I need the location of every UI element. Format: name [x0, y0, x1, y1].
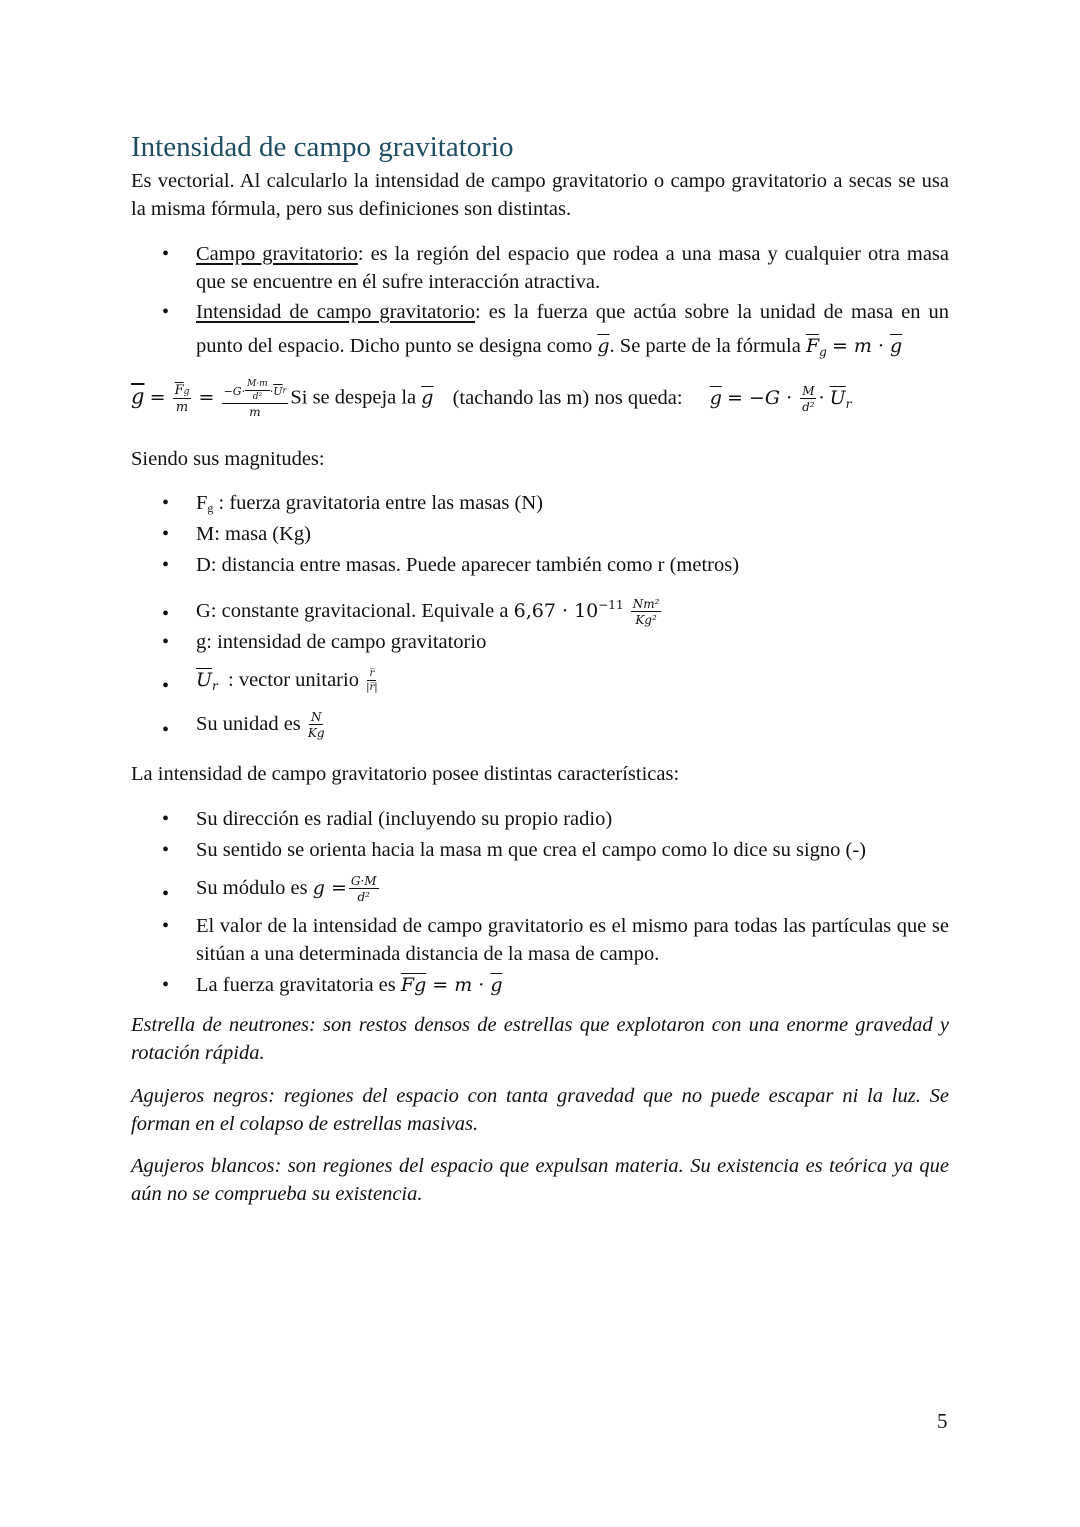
fraction-full: −G· $\frac{M\cdot m}{\text{d²}}$ · $\overline{U}$ r m: [223, 379, 287, 419]
bullet-icon: •: [162, 603, 170, 625]
bullet-icon: •: [162, 974, 170, 996]
bullet-icon: •: [162, 915, 170, 937]
characteristic-item: • Su dirección es radial (incluyendo su propio radio): [131, 805, 949, 836]
definition-text-2: . Se parte de la fórmula: [609, 335, 806, 357]
magnitude-item: • Su unidad es $\frac{N}{Kg}$: [131, 704, 949, 744]
page-number: 5: [937, 1409, 948, 1433]
bullet-icon: •: [162, 719, 170, 741]
characteristics-list: [131, 805, 949, 999]
magnitude-item: • D: distancia entre masas. Puede aparecer también como r (metros): [131, 551, 949, 582]
derivation-line: $\overline{g}$ = $\frac{\overline{F}g}{m}$ = −G· $\frac{M\cdot m}{\text{d²}}$ · $\overline{U}$ r m Si se despeja la $\overline{g}$ (tachando las m) nos queda: $\overline{g} = -G$ · $\frac{M}{\text{d²}}$ · $\overline{U}_r$: [131, 379, 852, 419]
magnitudes-intro: Siendo sus magnitudes:: [131, 448, 325, 470]
characteristic-item: • Su sentido se orienta hacia la masa m que crea el campo como lo dice su signo (-): [131, 836, 949, 867]
bullet-icon: •: [162, 523, 170, 545]
bullet-icon: •: [162, 839, 170, 861]
characteristic-item: • Su módulo es g = $\frac{G\cdot M}{\text{d²}}$: [131, 867, 949, 909]
bullet-icon: •: [162, 554, 170, 576]
derivation-text-2: (tachando las m) nos queda:: [452, 386, 683, 409]
magnitudes-list: [131, 489, 949, 744]
result-formula: $\overline{g} = -G$ · $\frac{M}{\text{d²}}$ · $\overline{U}_r$: [709, 384, 852, 414]
magnitude-item: • G: constante gravitacional. Equivale a $6,67 \cdot 10^{-11}$ $\frac{\text{Nm²}}{\text{Kg²}}$: [131, 582, 949, 628]
force-formula: $\overline{F}_g = m \cdot \overline{g}$: [805, 335, 903, 359]
bullet-icon: •: [162, 675, 170, 697]
definition-term: Campo gravitatorio: [196, 243, 358, 265]
definition-text: : es la región del espacio que rodea a una masa y cualquier otra masa que se encuentre en él sufre interacción atractiva.: [196, 243, 949, 293]
magnitude-item: • Fg : fuerza gravitatoria entre las masas (N): [131, 489, 949, 520]
note-neutron-stars: Estrella de neutrones: son restos densos de estrellas que explotaron con una enorme gravedad y rotación rápida.: [131, 1014, 949, 1064]
bullet-icon: •: [162, 883, 170, 905]
vector-g: $\overline{g}$: [597, 335, 610, 357]
bullet-icon: •: [162, 243, 170, 265]
bullet-icon: •: [162, 631, 170, 653]
bullet-icon: •: [162, 492, 170, 514]
definition-intensidad: [131, 298, 949, 366]
section-heading: Intensidad de campo gravitatorio: [131, 131, 514, 163]
characteristics-intro: La intensidad de campo gravitatorio posee distintas características:: [131, 763, 680, 785]
definition-campo: [131, 240, 949, 296]
magnitude-item: • $\overline{U}_r$ : vector unitario $\frac{r̅}{|r̅|}$: [131, 660, 949, 704]
bullet-icon: •: [162, 301, 170, 323]
derivation-text: Si se despeja la: [290, 386, 422, 409]
bullet-icon: •: [162, 808, 170, 830]
magnitude-item: • M: masa (Kg): [131, 520, 949, 551]
characteristic-item: • El valor de la intensidad de campo gravitatorio es el mismo para todas las partículas que se sitúan a una determinada distancia de la masa de campo.: [131, 912, 949, 968]
intro-paragraph: Es vectorial. Al calcularlo la intensidad de campo gravitatorio o campo gravitatorio a secas se usa la misma fórmula, pero sus definiciones son distintas.: [131, 170, 949, 220]
definitions-list: [131, 240, 949, 366]
note-black-holes: Agujeros negros: regiones del espacio con tanta gravedad que no puede escapar ni la luz. Se forman en el colapso de estrellas masivas.: [131, 1085, 949, 1135]
definition-term: Intensidad de campo gravitatorio: [196, 301, 476, 323]
note-white-holes: Agujeros blancos: son regiones del espacio que expulsan materia. Su existencia es teórica ya que aún no se comprueba su existencia.: [131, 1155, 949, 1205]
fraction-fg-over-m: $\frac{\overline{F}g}{m}$: [174, 383, 190, 415]
definition-text: : es la fuerza que actúa sobre la unidad de masa en un punto del espacio. Dicho punto se designa como: [196, 301, 949, 357]
magnitude-item: • g: intensidad de campo gravitatorio: [131, 628, 949, 660]
characteristic-item: • La fuerza gravitatoria es $\overline{Fg} = m \cdot \overline{g}$: [131, 971, 949, 999]
